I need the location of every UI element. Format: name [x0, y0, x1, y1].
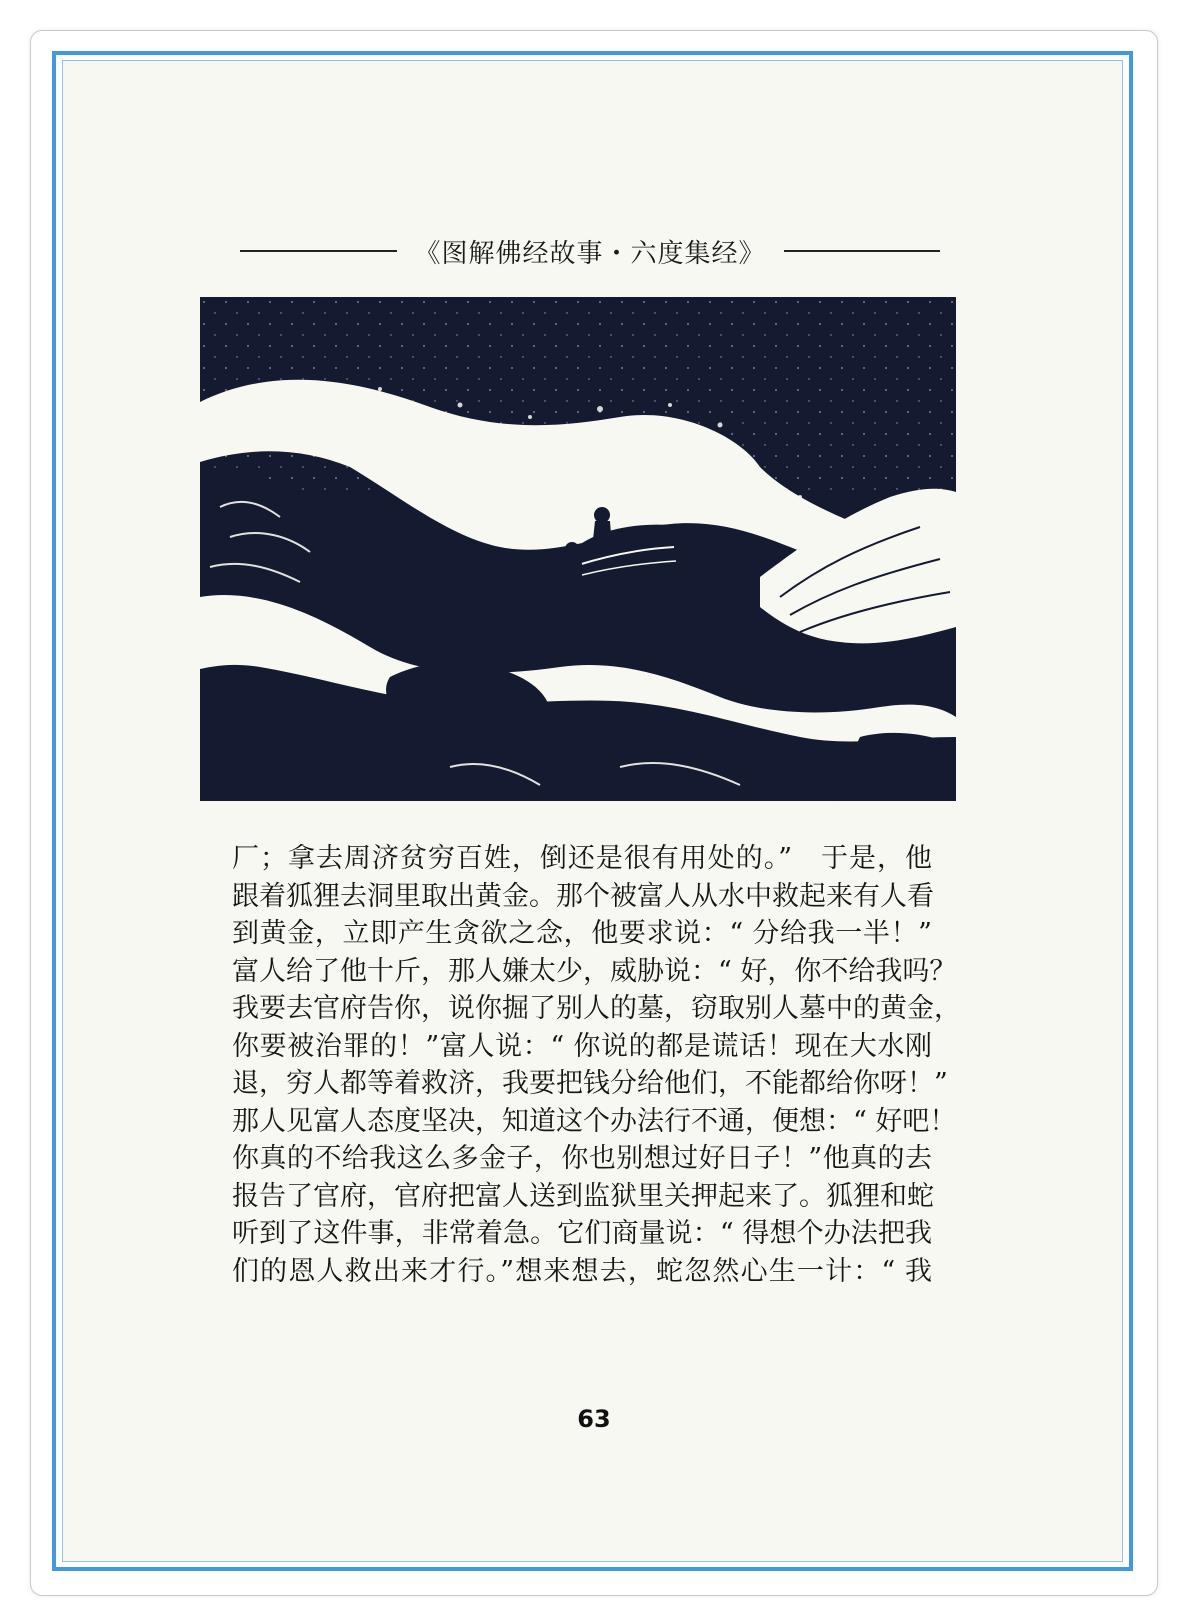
text-line: 富人给了他十斤，那人嫌太少，威胁说：“ 好，你不给我吗？ [232, 955, 957, 987]
text-line: 那人见富人态度坚决，知道这个办法行不通，便想：“ 好吧！ [232, 1105, 957, 1137]
book-page [62, 60, 1123, 1562]
text-line: 报告了官府，官府把富人送到监狱里关押起来了。狐狸和蛇 [232, 1180, 934, 1212]
text-line: 你真的不给我这么多金子，你也别想过好日子！”他真的去 [232, 1143, 932, 1174]
body-text [232, 840, 961, 1290]
text-line: 退，穷人都等着救济，我要把钱分给他们，不能都给你呀！” [232, 1068, 948, 1099]
text-line: 跟着狐狸去洞里取出黄金。那个被富人从水中救起来有人看 [232, 880, 934, 912]
text-line: 厂；拿去周济贫穷百姓，倒还是很有用处的。” 于是，他 [232, 843, 932, 874]
page-number: 63 [577, 1405, 611, 1433]
woodcut-boat-in-storm-illustration [200, 297, 956, 801]
header-right-rule [784, 250, 941, 252]
header-left-rule [240, 250, 397, 252]
text-line: 听到了这件事，非常着急。它们商量说：“ 得想个办法把我 [232, 1218, 932, 1249]
text-line: 到黄金，立即产生贪欲之念，他要求说：“ 分给我一半！” [232, 918, 932, 949]
running-header [240, 237, 940, 269]
text-line: 我要去官府告你，说你掘了别人的墓，窃取别人墓中的黄金， [232, 993, 961, 1024]
header-title: 《图解佛经故事・六度集经》 [414, 238, 766, 269]
text-line: 你要被治罪的！”富人说：“ 你说的都是谎话！现在大水刚 [232, 1030, 932, 1062]
text-line: 们的恩人救出来才行。”想来想去，蛇忽然心生一计：“ 我 [232, 1255, 932, 1287]
